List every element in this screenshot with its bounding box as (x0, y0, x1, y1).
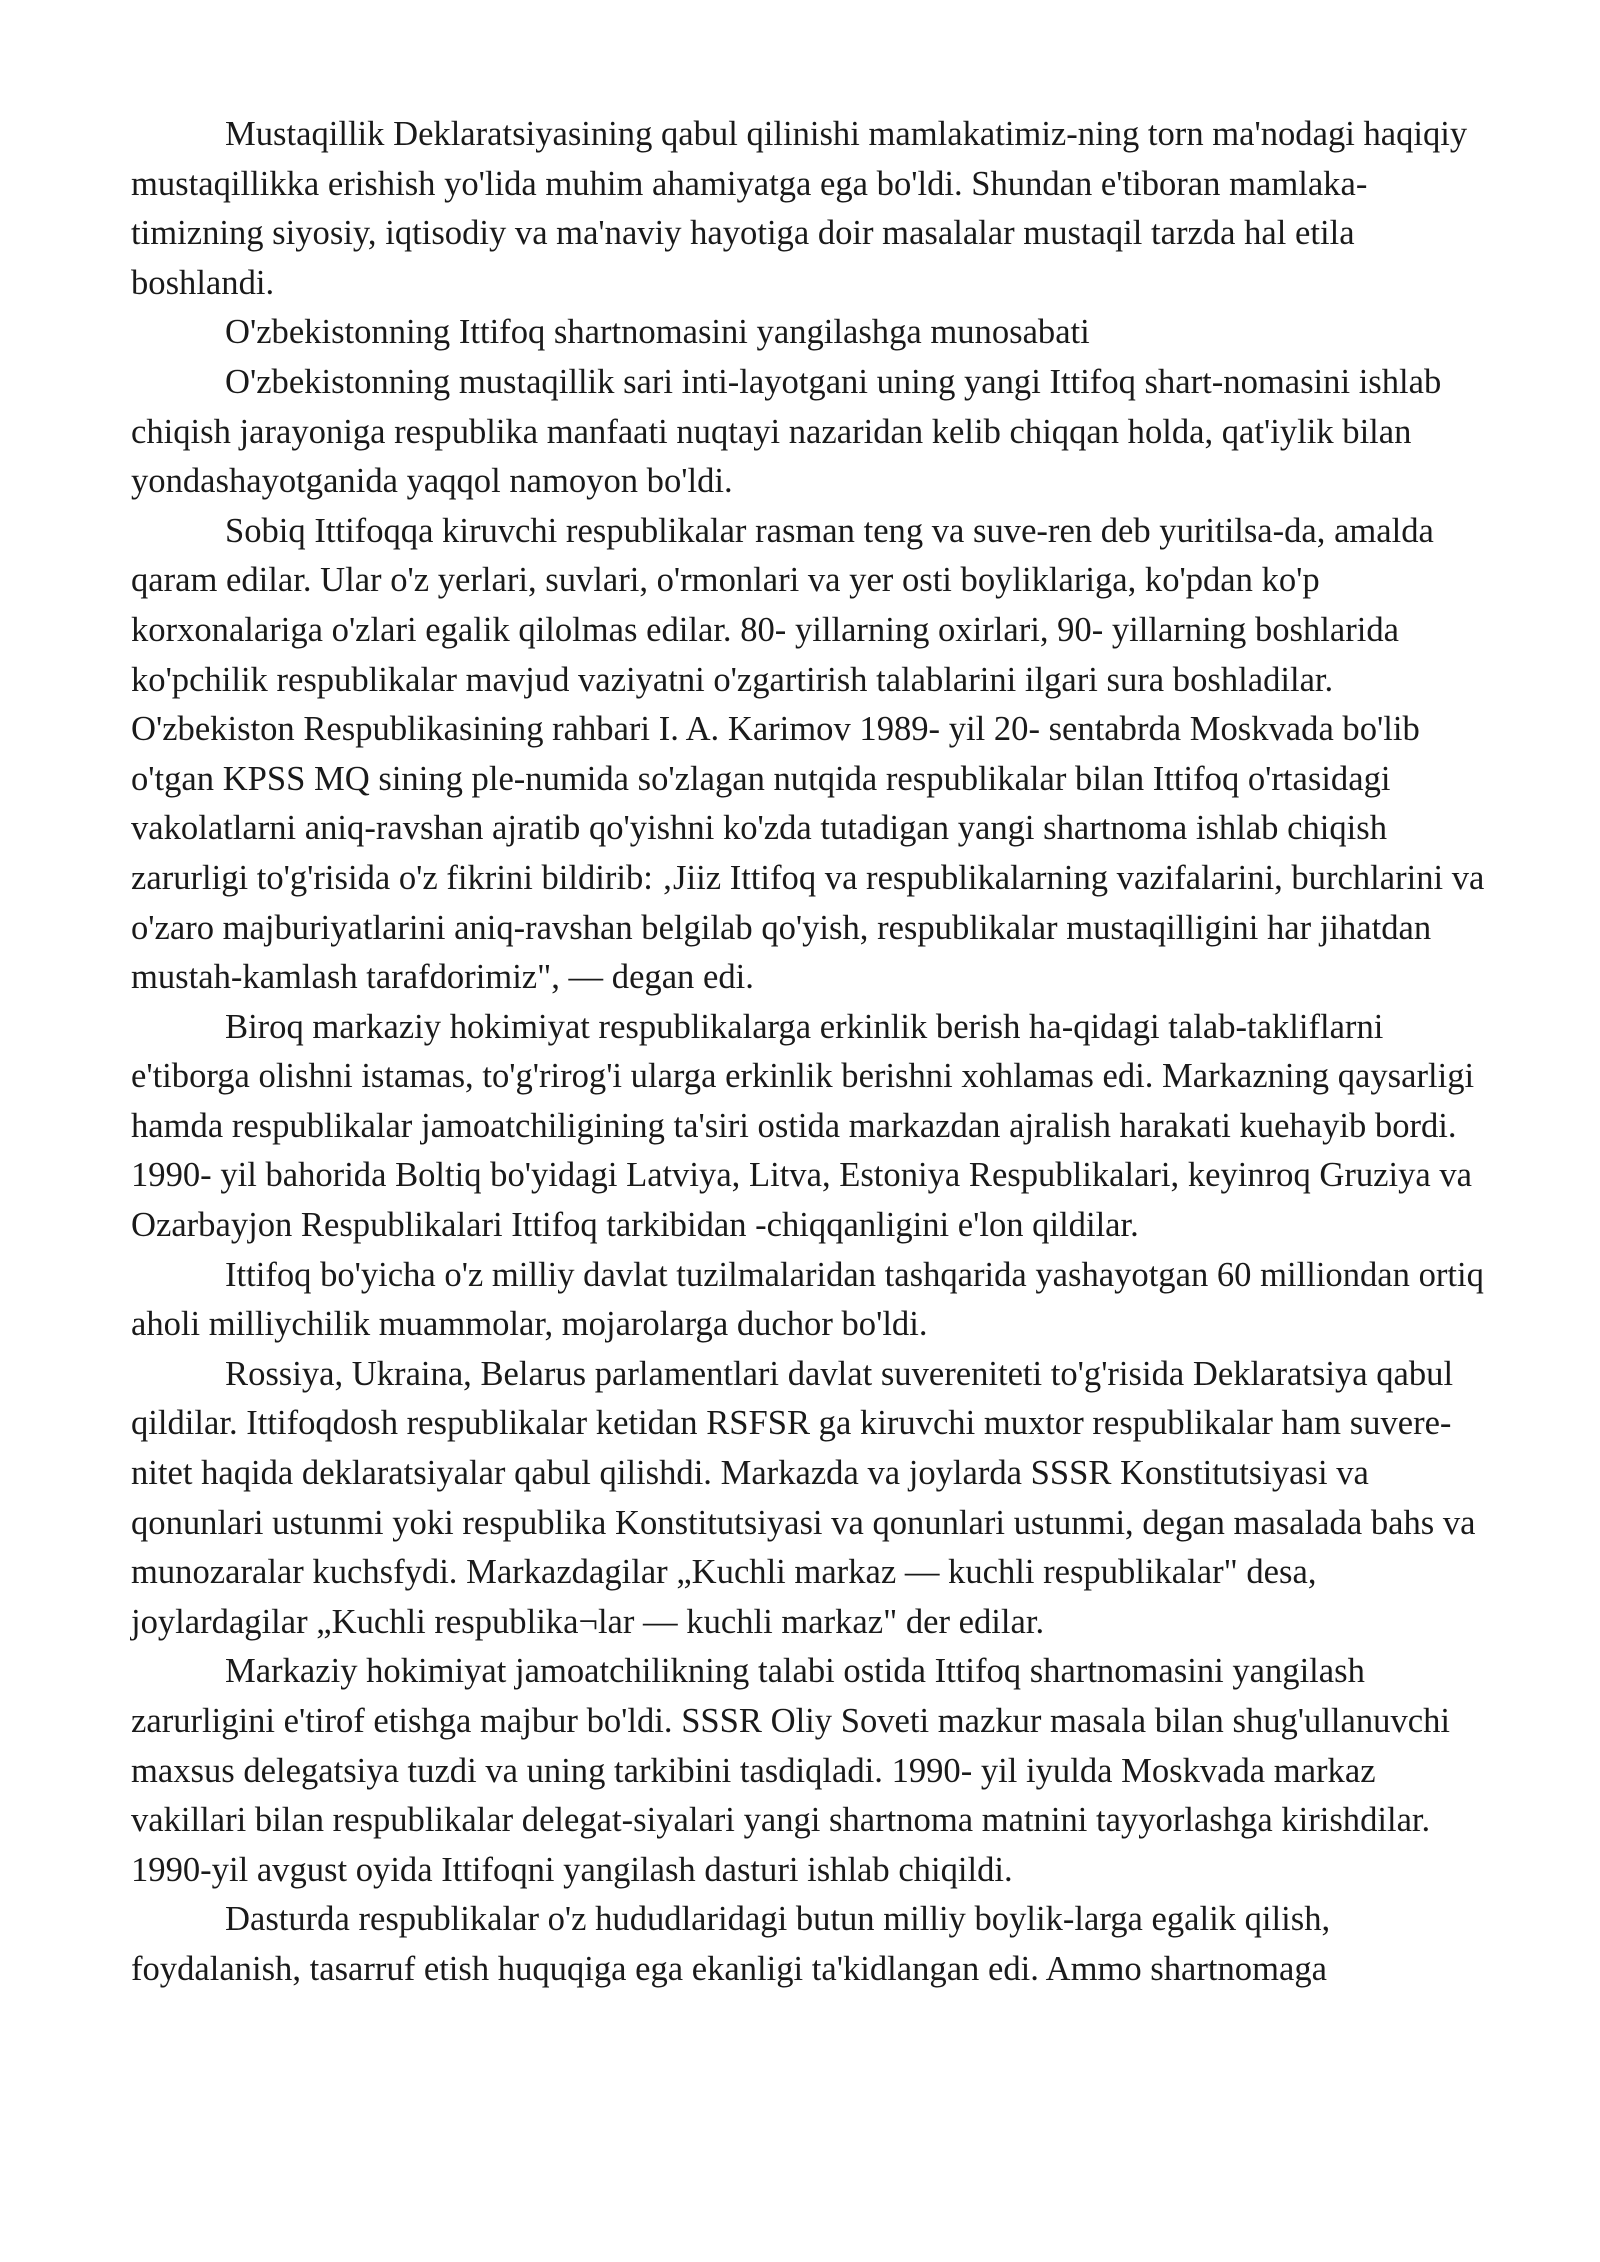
section-heading: O'zbekistonning Ittifoq shartnomasini yangilashga munosabati (225, 313, 1090, 352)
paragraph-treaty-renewal: Markaziy hokimiyat jamoatchilikning talabi ostida Ittifoq shartnomasini yangilash zarurligini e'tirof etishga majbur bo'ldi. SSSR Oliy Soveti mazkur masala bilan shug'ullanuvchi maxsus delegatsiya tuzdi va uning tarkibini tasdiqladi. 1990- yil iyulda Moskvada markaz vakillari bilan respublikalar delegat-siyalari yangi shartnoma matnini tayyorlashga kirishdilar. 1990-yil avgust oyida Ittifoqni yangilash dasturi ishlab chiqildi. (131, 1652, 1451, 1889)
paragraph-union-treaty: O'zbekistonning mustaqillik sari inti-layotgani uning yangi Ittifoq shart-nomasini ishlab chiqish jarayoniga respublika manfaati nuqtayi nazaridan kelib chiqqan holda, qat'iylik bilan yondashayotganida yaqqol namoyon bo'ldi. (131, 362, 1442, 501)
paragraph-former-union: Sobiq Ittifoqqa kiruvchi respublikalar rasman teng va suve-ren deb yuritilsa-da, amalda qaram edilar. Ular o'z yerlari, suvlari, o'rmonlari va yer osti boyliklariga, ko'pdan ko'p korxonalariga o'zlari egalik qilolmas edilar. 80- yillarning oxirlari, 90- yillarning boshlarida ko'pchilik respublikalar mavjud vaziyatni o'zgartirish talablarini ilgari sura boshladilar. O'zbekiston Respublikasining rahbari I. A. Karimov 1989- yil 20- sentabrda Moskvada bo'lib o'tgan KPSS MQ sining ple-numida so'zlagan nutqida respublikalar bilan Ittifoq o'rtasidagi vakolatlarni aniq-ravshan ajratib qo'yishni ko'zda tutadigan yangi shartnoma ishlab chiqish zarurligi to'g'risida o'z fikrini bildirib: ‚Jiiz Ittifoq va respublikalarning vazifalarini, burchlarini va o'zaro majburiyatlarini aniq-ravshan belgilab qo'yish, respublikalar mustaqilligini har jihatdan mustah-kamlash tarafdorimiz", — degan edi. (131, 511, 1485, 997)
document-page (131, 110, 1489, 1995)
paragraph-program: Dasturda respublikalar o'z hududlaridagi butun milliy boylik-larga egalik qilish, foydalanish, tasarruf etish huquqiga ega ekanligi ta'kidlangan edi. Ammo shartnomaga (131, 1900, 1331, 1988)
paragraph-population: Ittifoq bo'yicha o'z milliy davlat tuzilmalaridan tashqarida yashayotgan 60 milliondan ortiq aholi milliychilik muammolar, mojarolarga duchor bo'ldi. (131, 1255, 1484, 1344)
paragraph-central-power: Biroq markaziy hokimiyat respublikalarga erkinlik berish ha-qidagi talab-takliflarni e'tiborga olishni istamas, to'g'rirog'i ularga erkinlik berishni xohlamas edi. Markazning qaysarligi hamda respublikalar jamoatchiligining ta'siri ostida markazdan ajralish harakati kuehayib bordi. 1990- yil bahorida Boltiq bo'yidagi Latviya, Litva, Estoniya Respublikalari, keyinroq Gruziya va Ozarbayjon Respublikalari Ittifoq tarkibidan -chiqqanligini e'lon qildilar. (131, 1007, 1475, 1245)
paragraph-declaration: Mustaqillik Deklaratsiyasining qabul qilinishi mamlakatimiz-ning torn ma'nodagi haqiqiy mustaqillikka erishish yo'lida muhim ahamiyatga ega bo'ldi. Shundan e'tiboran mamlaka-timizning siyosiy, iqtisodiy va ma'naviy hayotiga doir masalalar mustaqil tarzda hal etila boshlandi. (131, 115, 1468, 302)
paragraph-sovereignty: Rossiya, Ukraina, Belarus parlamentlari davlat suvereniteti to'g'risida Deklaratsiya qabul qildilar. Ittifoqdosh respublikalar ketidan RSFSR ga kiruvchi muxtor respublikalar ham suvere-nitet haqida deklaratsiyalar qabul qilishdi. Markazda va joylarda SSSR Konstitutsiyasi va qonunlari ustunmi yoki respublika Konstitutsiyasi va qonunlari ustunmi, degan masalada bahs va munozaralar kuchsfydi. Markazdagilar „Kuchli markaz — kuchli respublikalar" desa, joylardagilar „Kuchli respublika¬lar — kuchli markaz" der edilar. (131, 1354, 1476, 1641)
